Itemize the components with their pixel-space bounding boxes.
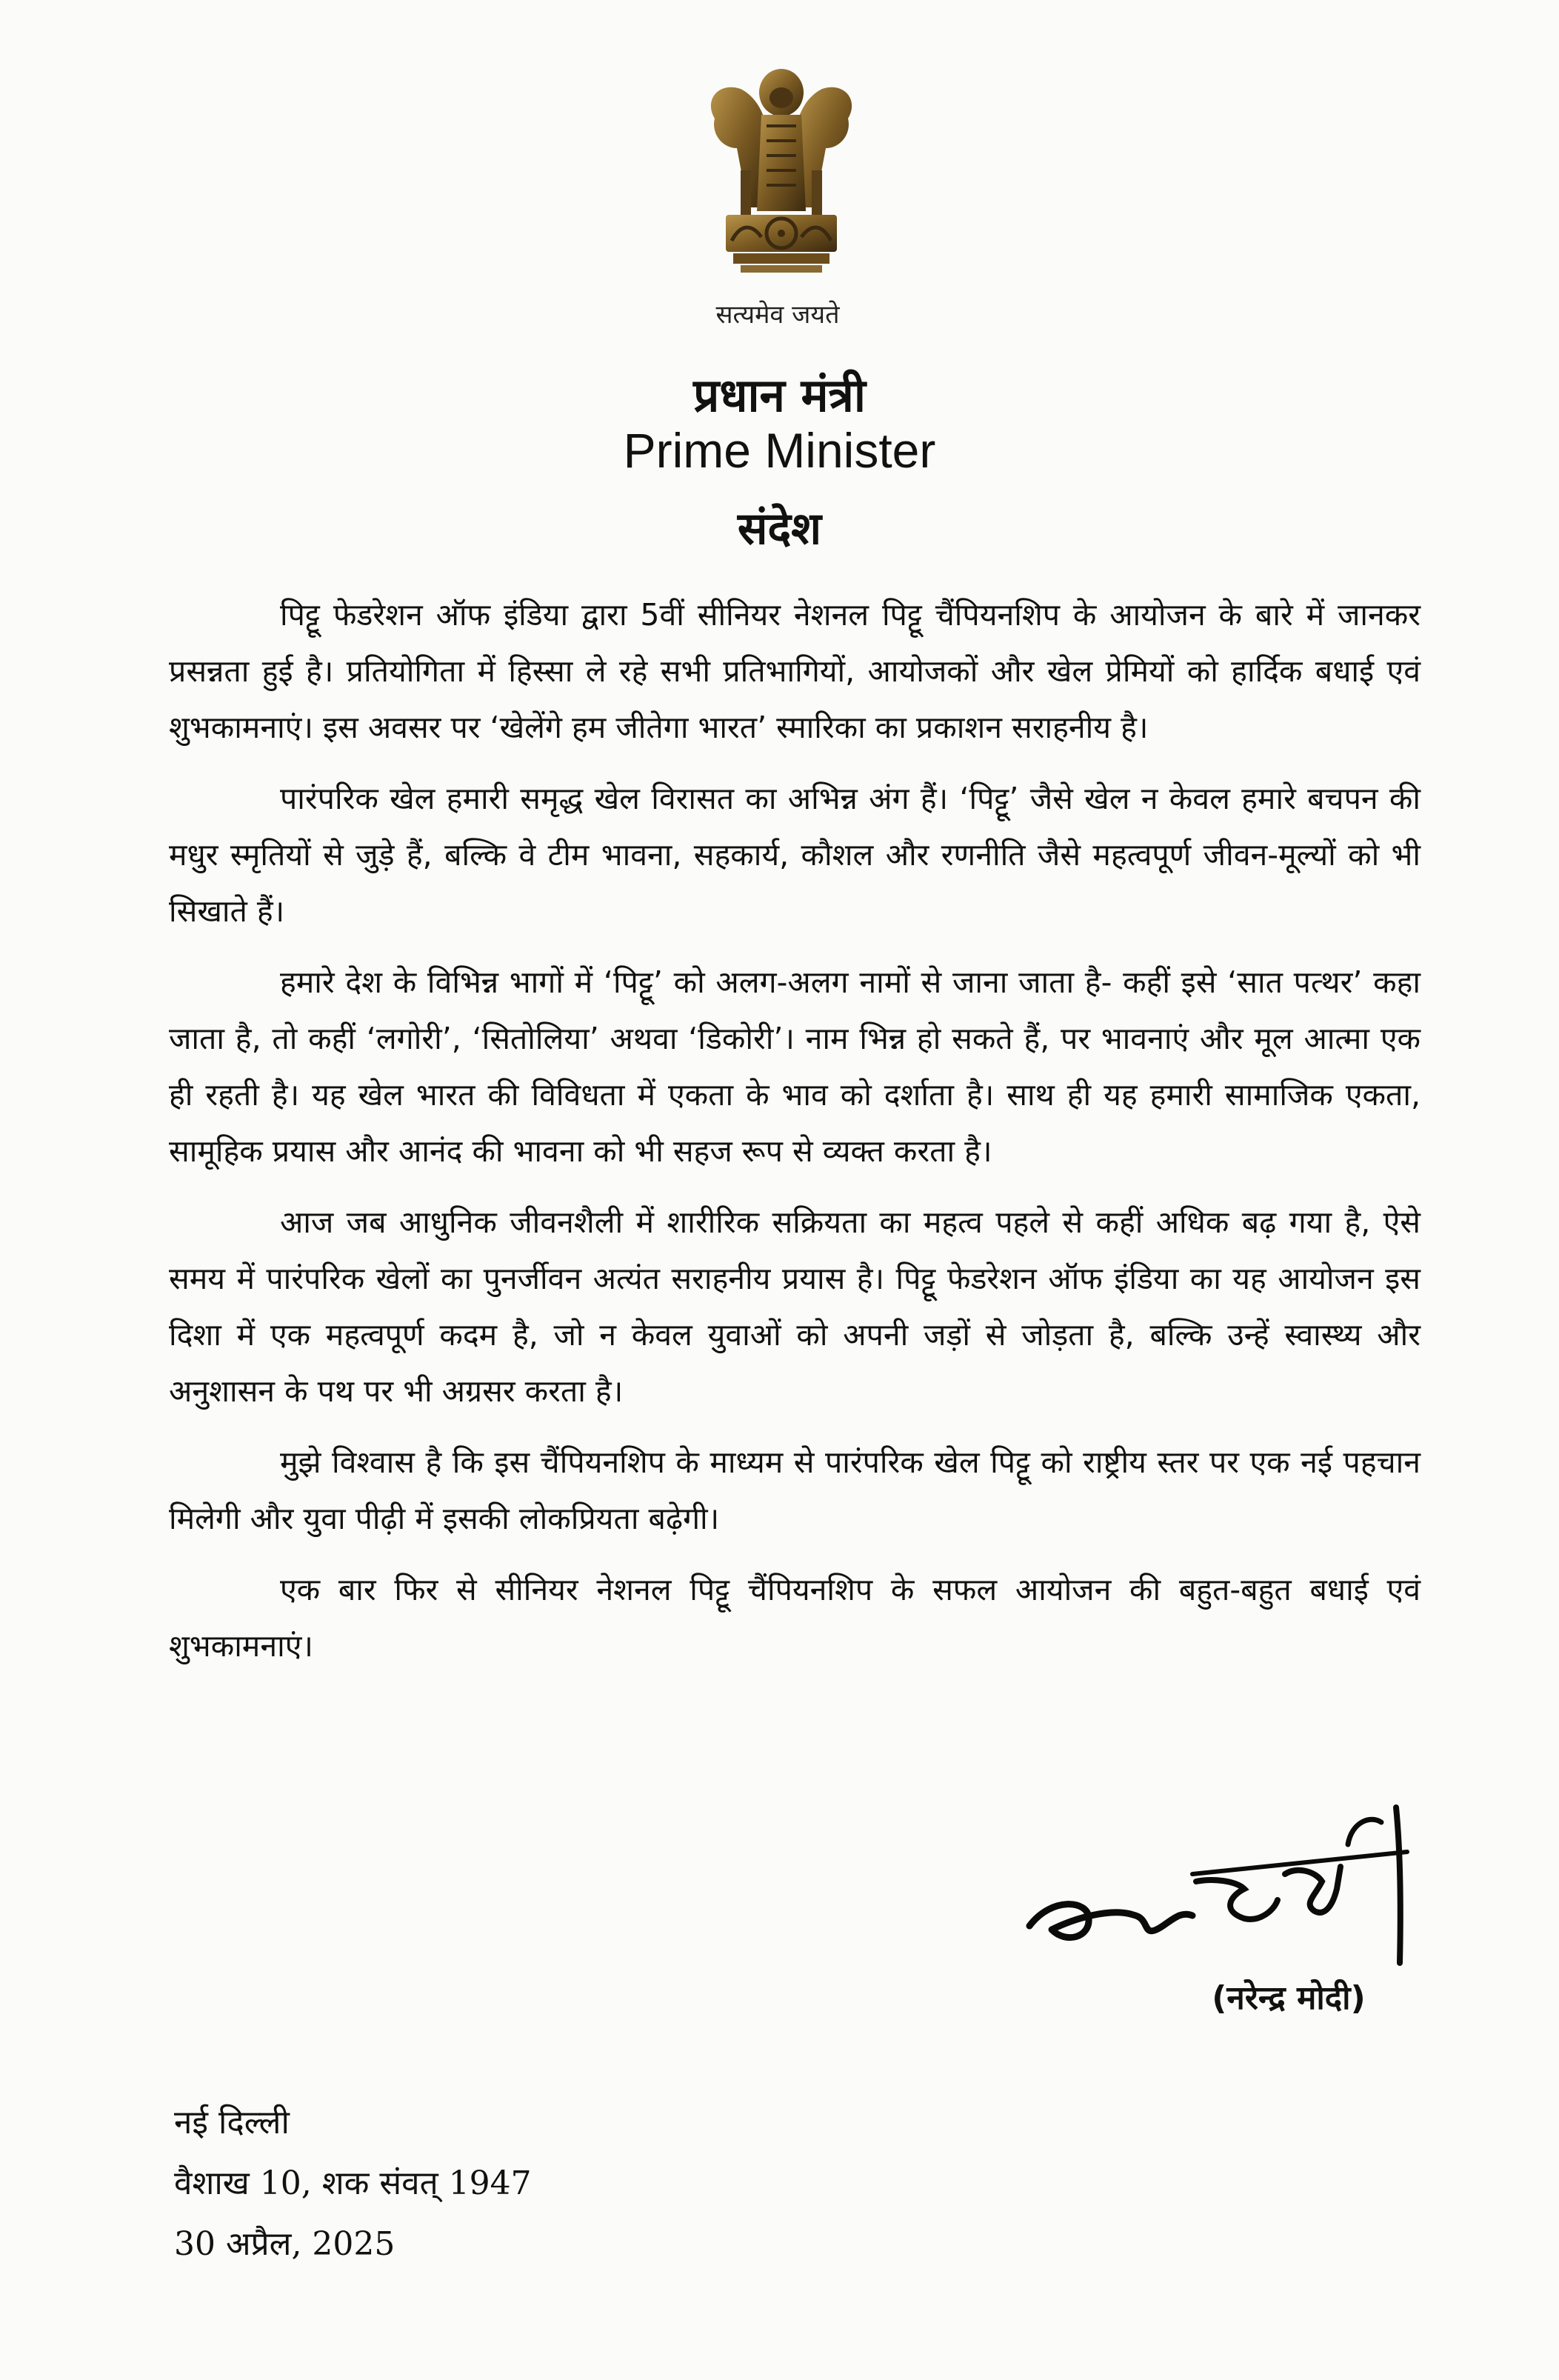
body-paragraph: पारंपरिक खेल हमारी समृद्ध खेल विरासत का अभिन्न अंग हैं। ‘पिट्टू’ जैसे खेल न केवल हमारे बचपन की मधुर स्मृतियों से जुड़े हैं, बल्कि वे टीम भावना, सहकार्य, कौशल और रणनीति जैसे महत्वपूर्ण जीवन-मूल्यों को भी सिखाते हैं। [169, 781, 1421, 929]
body-paragraph: एक बार फिर से सीनियर नेशनल पिट्टू चैंपियनशिप के सफल आयोजन की बहुत-बहुत बधाई एवं शुभकामनाएं। [169, 1572, 1421, 1664]
signatory-name: (नरेन्द्र मोदी) [1212, 1979, 1366, 2017]
footer-saka-date: वैशाख 10, शक संवत् 1947 [174, 2164, 532, 2202]
handwritten-signature [1022, 1778, 1422, 1985]
letter-footer [174, 2093, 841, 2275]
body-paragraph: मुझे विश्वास है कि इस चैंपियनशिप के माध्यम से पारंपरिक खेल पिट्टू को राष्ट्रीय स्तर पर एक नई पहचान मिलेगी और युवा पीढ़ी में इसकी लोकप्रियता बढ़ेगी। [169, 1444, 1421, 1536]
office-title-english: Prime Minister [623, 423, 936, 478]
national-emblem [689, 59, 874, 296]
body-paragraph: हमारे देश के विभिन्न भागों में ‘पिट्टू’ को अलग-अलग नामों से जाना जाता है- कहीं इसे ‘सात पत्थर’ कहा जाता है, तो कहीं ‘लगोरी’, ‘सितोलिया’ अथवा ‘डिकोरी’। नाम भिन्न हो सकते हैं, पर भावनाएं और मूल आत्मा एक ही रहती है। यह खेल भारत की विविधता में एकता के भाव को दर्शाता है। साथ ही यह हमारी सामाजिक एकता, सामूहिक प्रयास और आनंद की भावना को भी सहज रूप से व्यक्त करता है। [169, 964, 1421, 1169]
message-heading: संदेश [737, 503, 822, 555]
lion-capital-icon [696, 59, 867, 289]
footer-place: नई दिल्ली [174, 2104, 290, 2141]
body-paragraph: पिट्टू फेडरेशन ऑफ इंडिया द्वारा 5वीं सीनियर नेशनल पिट्टू चैंपियनशिप के आयोजन के बारे में जानकर प्रसन्नता हुई है। प्रतियोगिता में हिस्सा ले रहे सभी प्रतिभागियों, आयोजकों और खेल प्रेमियों को हार्दिक बधाई एवं शुभकामनाएं। इस अवसर पर ‘खेलेंगे हम जीतेगा भारत’ स्मारिका का प्रकाशन सराहनीय है। [169, 597, 1421, 745]
emblem-motto: सत्यमेव जयते [715, 300, 840, 330]
footer-date: 30 अप्रैल, 2025 [174, 2225, 395, 2263]
body-paragraph: आज जब आधुनिक जीवनशैली में शारीरिक सक्रियता का महत्व पहले से कहीं अधिक बढ़ गया है, ऐसे समय में पारंपरिक खेलों का पुनर्जीवन अत्यंत सराहनीय प्रयास है। पिट्टू फेडरेशन ऑफ इंडिया का यह आयोजन इस दिशा में एक महत्वपूर्ण कदम है, जो न केवल युवाओं को अपनी जड़ों से जोड़ता है, बल्कि उन्हें स्वास्थ्य और अनुशासन के पथ पर भी अग्रसर करता है। [169, 1204, 1421, 1409]
office-title-hindi: प्रधान मंत्री [693, 368, 866, 422]
message-body [169, 587, 1421, 1689]
